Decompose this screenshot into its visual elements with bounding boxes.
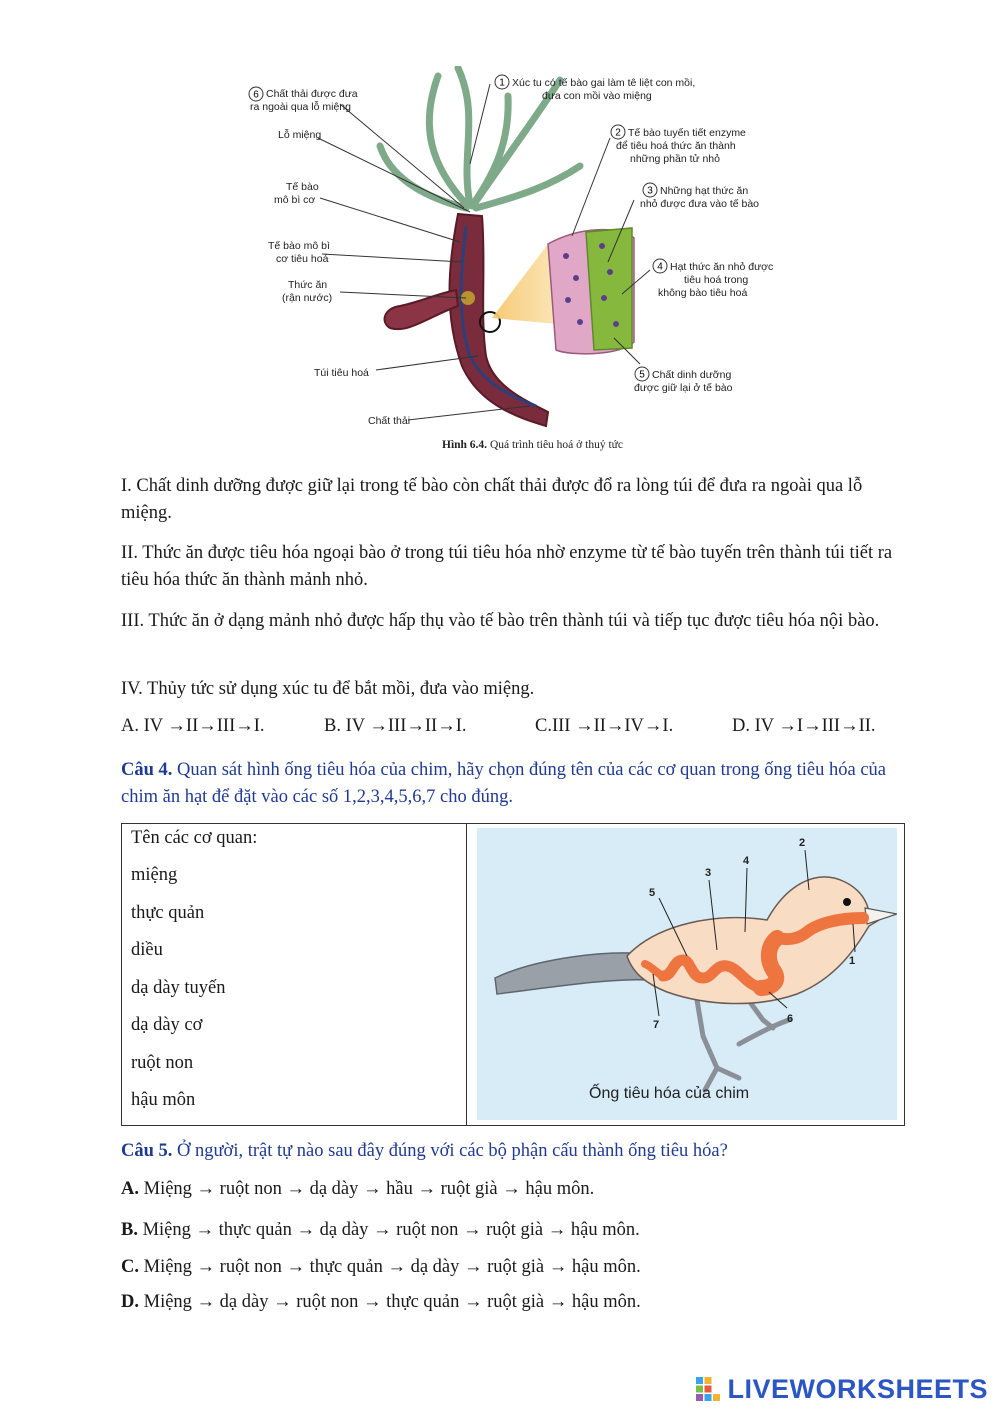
organ-list-header: Tên các cơ quan: — [131, 828, 258, 848]
cell-enlargement — [548, 228, 634, 354]
label-step-2c: những phần tử nhỏ — [630, 153, 720, 165]
organ-gizzard: dạ dày cơ — [131, 1015, 203, 1035]
organ-small-intestine: ruột non — [131, 1053, 194, 1073]
statement-ii: II. Thức ăn được tiêu hóa ngoại bào ở trong túi tiêu hóa nhờ enzyme từ tế bào tuyến trên thành túi tiết ra tiêu hóa thức ăn thành mảnh nhỏ. — [121, 543, 893, 590]
question-5-number: Câu 5. — [121, 1141, 173, 1161]
step-number-5: 5 — [639, 369, 645, 381]
organ-esophagus: thực quản — [131, 903, 205, 923]
q3-option-c: C.III →II→IV→I. — [535, 716, 674, 736]
question-5 — [121, 1138, 911, 1165]
label-step-1b: đưa con mồi vào miệng — [542, 90, 652, 102]
label-waste-out-1: Chất thải được đưa — [266, 88, 358, 100]
label-step-4c: không bào tiêu hoá — [658, 287, 748, 299]
step-number-6: 6 — [253, 89, 259, 101]
q5-option-d-text: Miệng → dạ dày → ruột non → thực quản → ruột già → hậu môn. — [139, 1292, 641, 1312]
label-step-3b: nhỏ được đưa vào tế bào — [640, 198, 760, 210]
hydra-digestion-figure — [230, 66, 790, 456]
q3-option-a: A. IV →II→III→I. — [121, 716, 265, 736]
label-epithelial-2: mô bì cơ — [274, 194, 316, 206]
q5-option-a — [121, 1179, 594, 1200]
label-step-5b: được giữ lại ở tế bào — [634, 382, 733, 394]
q5-option-a-text: Miệng → ruột non → dạ dày → hầu → ruột già → hậu môn. — [139, 1179, 595, 1199]
bird-number-4: 4 — [743, 855, 750, 867]
label-step-4b: tiêu hoá trong — [684, 274, 749, 286]
label-mouth: Lỗ miệng — [278, 129, 322, 141]
step-number-1: 1 — [499, 77, 505, 89]
bird-number-7: 7 — [653, 1019, 660, 1031]
bird-diagram-caption: Ống tiêu hóa của chim — [589, 1085, 750, 1102]
organ-mouth: miệng — [131, 865, 178, 885]
question-4-number: Câu 4. — [121, 760, 173, 780]
liveworksheets-logo — [695, 1372, 988, 1406]
bird-digestive-diagram — [477, 828, 897, 1120]
label-step-2b: để tiêu hoá thức ăn thành — [616, 140, 736, 152]
q3-option-b: B. IV →III→II→I. — [324, 716, 467, 736]
q5-option-d — [121, 1292, 641, 1313]
organ-table — [121, 823, 905, 1126]
bird-number-5: 5 — [649, 887, 656, 899]
label-waste-out-2: ra ngoài qua lỗ miệng — [250, 101, 351, 113]
q5-option-c — [121, 1257, 641, 1278]
liveworksheets-icon — [695, 1376, 721, 1402]
label-waste: Chất thải — [368, 415, 411, 427]
organ-anus: hậu môn — [131, 1090, 196, 1110]
label-step-4a: Hạt thức ăn nhỏ được — [670, 261, 774, 273]
step-number-4: 4 — [657, 261, 663, 273]
bird-number-6: 6 — [787, 1013, 794, 1025]
label-digestive-sac: Túi tiêu hoá — [314, 367, 369, 379]
question-4-text: Quan sát hình ống tiêu hóa của chim, hãy chọn đúng tên của các cơ quan trong ống tiêu hóa của chim ăn hạt để đặt vào các số 1,2,3,4,5,6,7 cho đúng. — [121, 760, 886, 807]
label-step-2a: Tế bào tuyến tiết enzyme — [628, 127, 746, 139]
question-4 — [121, 757, 911, 811]
bird-number-1: 1 — [849, 955, 856, 967]
q5-option-b-text: Miệng → thực quản → dạ dày → ruột non → ruột già → hậu môn. — [137, 1220, 640, 1240]
bird-eye — [843, 898, 851, 906]
q3-option-d: D. IV →I→III→II. — [732, 716, 876, 736]
bird-number-2: 2 — [799, 837, 806, 849]
question-5-text: Ở người, trật tự nào sau đây đúng với các bộ phận cấu thành ống tiêu hóa? — [172, 1141, 728, 1161]
q5-option-c-label: C. — [121, 1257, 139, 1277]
label-epithelial-1: Tế bào — [286, 181, 319, 193]
label-step-1a: Xúc tu có tế bào gai làm tê liệt con mồi, — [512, 77, 696, 89]
organ-crop: diều — [131, 940, 163, 960]
q5-option-d-label: D. — [121, 1292, 139, 1312]
label-digestive-cell-2: cơ tiêu hoá — [276, 253, 329, 265]
liveworksheets-wordmark: LIVEWORKSHEETS — [727, 1373, 988, 1404]
statement-iii: III. Thức ăn ở dạng mảnh nhỏ được hấp thụ vào tế bào trên thành túi và tiếp tục được tiêu hóa nội bào. — [121, 611, 880, 631]
organ-names-column — [122, 824, 467, 1125]
q5-option-b — [121, 1220, 640, 1241]
q5-option-c-text: Miệng → ruột non → thực quản → dạ dày → ruột già → hậu môn. — [139, 1257, 641, 1277]
bird-number-3: 3 — [705, 867, 712, 879]
label-food-2: (rận nước) — [282, 292, 333, 304]
label-step-5a: Chất dinh dưỡng — [652, 369, 732, 381]
q5-option-b-label: B. — [121, 1220, 138, 1240]
label-step-3a: Những hạt thức ăn — [660, 185, 749, 197]
figure-caption: Hình 6.4. Quá trình tiêu hoá ở thuỷ tức — [442, 439, 623, 451]
q5-option-a-label: A. — [121, 1179, 139, 1199]
statement-i: I. Chất dinh dưỡng được giữ lại trong tế bào còn chất thải được đổ ra lòng túi để đưa ra ngoài qua lỗ miệng. — [121, 476, 863, 523]
hydra-labels — [250, 77, 773, 427]
statement-iv: IV. Thủy tức sử dụng xúc tu để bắt mồi, đưa vào miệng. — [121, 679, 535, 699]
step-number-2: 2 — [615, 127, 621, 139]
organ-glandular-stomach: dạ dày tuyến — [131, 978, 226, 998]
label-food-1: Thức ăn — [288, 279, 328, 291]
label-digestive-cell-1: Tế bào mô bì — [268, 240, 330, 252]
hydra-tentacles — [380, 68, 580, 208]
step-number-3: 3 — [647, 185, 653, 197]
